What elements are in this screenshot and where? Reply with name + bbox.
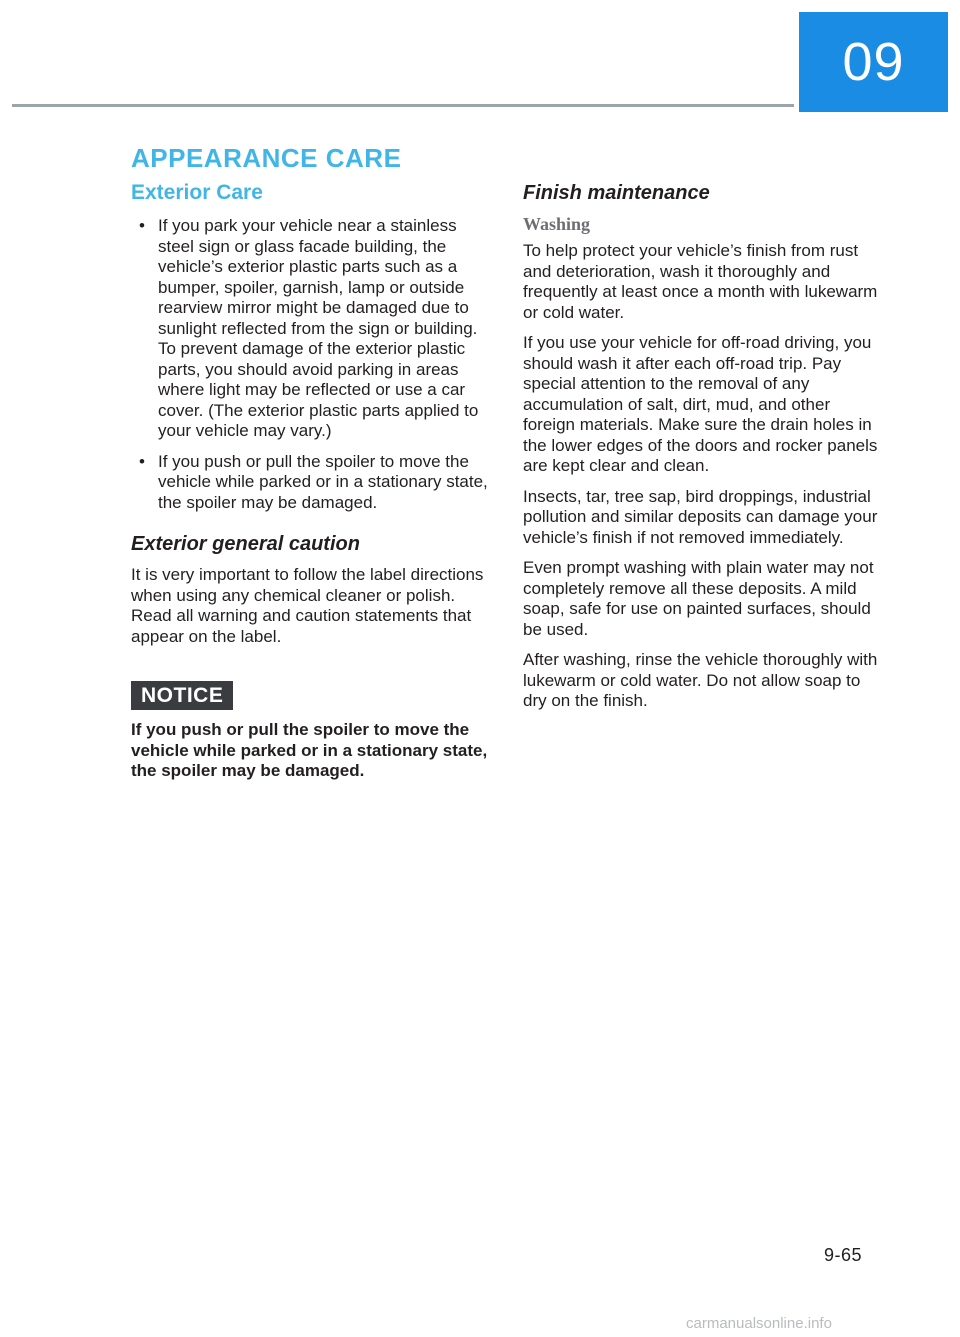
bullet-dot-icon: •: [139, 451, 145, 471]
paragraph: Even prompt washing with plain water may not completely remove all these deposits. A mild soap, safe for use on painted surfaces, should be used.: [523, 558, 874, 639]
bullet-list: [131, 216, 491, 513]
subsection-title: Exterior Care: [131, 181, 263, 204]
list-item-text: If you park your vehicle near a stainless steel sign or glass facade building, the vehicle’s exterior plastic parts such as a bumper, spoiler, garnish, lamp or outside rearview mirror might be damaged due to sunlight reflected from the sign or building. To prevent damage of the exterior plastic parts, you should avoid parking in areas where light may be reflected or use a car cover. (The exterior plastic parts applied to your vehicle may vary.): [158, 216, 479, 440]
notice-text: If you push or pull the spoiler to move the vehicle while parked or in a stationary state, the spoiler may be damaged.: [131, 720, 488, 780]
right-column: [523, 180, 883, 722]
bullet-dot-icon: •: [139, 216, 145, 235]
list-item: [131, 216, 491, 442]
page-number: 9-65: [824, 1245, 863, 1265]
paragraph: To help protect your vehicle’s finish from rust and deterioration, wash it thoroughly and frequently at least once a month with lukewarm or cold water.: [523, 241, 878, 322]
finish-heading: Finish maintenance: [523, 182, 710, 204]
chapter-tab: 09: [799, 12, 948, 112]
caution-text: It is very important to follow the label directions when using any chemical cleaner or polish. Read all warning and caution statements that appear on the label.: [131, 565, 484, 646]
header-rule: [12, 104, 794, 107]
notice-badge: NOTICE: [131, 681, 233, 710]
list-item-text: If you push or pull the spoiler to move the vehicle while parked or in a stationary state, the spoiler may be damaged.: [158, 451, 488, 512]
caution-heading: Exterior general caution: [131, 533, 360, 555]
washing-label: Washing: [523, 214, 591, 234]
paragraph: If you use your vehicle for off-road driving, you should wash it after each off-road trip. Pay special attention to the removal of any accumulation of salt, dirt, mud, and other foreign materials. Make sure the drain holes in the lower edges of the doors and rocker panels are kept clear and clean.: [523, 333, 878, 475]
watermark: carmanualsonline.info: [686, 1315, 832, 1332]
paragraph: After washing, rinse the vehicle thoroughly with lukewarm or cold water. Do not allow soap to dry on the finish.: [523, 650, 878, 710]
list-item: [131, 452, 491, 514]
left-column: [131, 180, 491, 782]
paragraph: Insects, tar, tree sap, bird droppings, industrial pollution and similar deposits can damage your vehicle’s finish if not removed immediately.: [523, 486, 878, 547]
section-title: APPEARANCE CARE: [131, 143, 402, 173]
